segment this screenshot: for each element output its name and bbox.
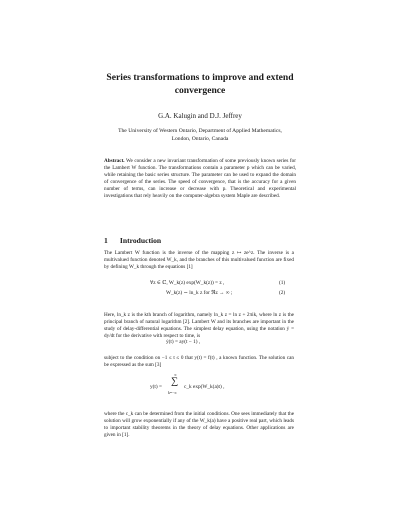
equation-2-number: (2) <box>279 290 286 296</box>
affiliation-line-2: London, Ontario, Canada <box>171 136 229 142</box>
paragraph-3: subject to the condition on −1 ≤ t ≤ 0 that y(t) = f(t) , a known function. The solution can be expressed as the sum [3] <box>104 355 294 368</box>
equation-2: W_k(z) ∼ ln_k z for ℜz → ∞ ; <box>166 290 233 296</box>
section-heading <box>104 236 161 245</box>
paragraph-4: where the c_k can be determined from the initial conditions. One sees immediately that the solution will grow exponentially if any of the W_k(a) have a positive real part, which leads to important stability theorems in the theory of delay equations. Other applications are given in [1]. <box>104 411 294 438</box>
section-title: Introduction <box>119 236 162 245</box>
equation-1-number: (1) <box>279 280 286 286</box>
authors: G.A. Kalugin and D.J. Jeffrey <box>158 112 242 120</box>
title-line-1: Series transformations to improve and extend <box>106 72 294 83</box>
title-line-2: convergence <box>174 84 226 96</box>
equation-1: ∀z ∈ ℂ, W_k(z) exp(W_k(z)) = z , <box>150 280 225 286</box>
sum-lower-limit: k=−∞ <box>168 391 177 395</box>
equation-3: ẏ(t) = ay(t − 1) , <box>166 339 201 345</box>
equation-4-rhs: c_k exp(W_k(a)t) , <box>184 384 225 390</box>
section-number: 1 <box>104 236 108 245</box>
paper-title <box>60 72 340 97</box>
affiliation-line-1: The University of Western Ontario, Department of Applied Mathematics, <box>118 128 282 134</box>
paragraph-2: Here, ln_k z is the kth branch of logarithm, namely ln_k z = ln z + 2πik, where ln z is the principal branch of natural logarithm [2]. Lambert W and its branches are important in the study of delay-differential equations. The simplest delay equation, using the notation ẏ = dy/dt for the derivative with respect to time, is <box>104 312 294 339</box>
abstract <box>104 158 296 200</box>
paragraph-1: The Lambert W function is the inverse of the mapping z ↦ ze^z. The inverse is a multivalued function denoted W_k, and the branches of this multivalued function are fixed by defining W_k through the equations [1] <box>104 250 294 270</box>
abstract-text: We consider a new invariant transformation of some previously known series for the Lambert W function. The transformations contain a parameter p which can be varied, while retaining the basic series structure. The parameter can be used to expand the domain of convergence of the series. The speed of convergence, that is the accuracy for a given number of terms, can increase or decrease with p. Theoretical and experimental investigations that rely heavily on the computer-algebra system Maple are described. <box>104 158 297 200</box>
sum-symbol: ∑ <box>171 376 179 387</box>
abstract-label: Abstract. <box>104 158 125 164</box>
sum-upper-limit: ∞ <box>174 373 177 377</box>
affiliation <box>80 127 320 143</box>
equation-4-lhs: y(t) = <box>150 384 162 390</box>
